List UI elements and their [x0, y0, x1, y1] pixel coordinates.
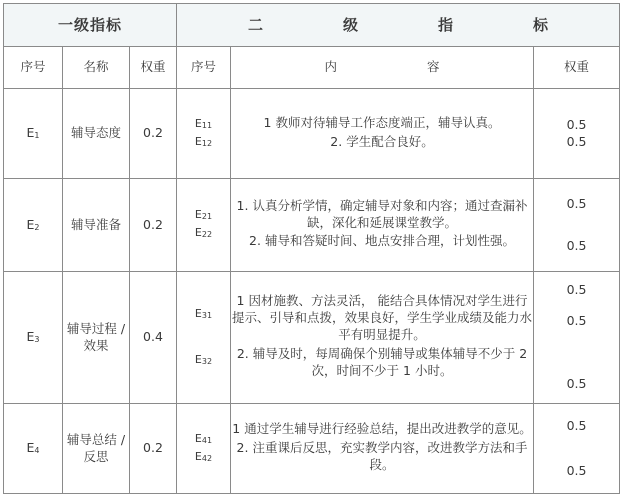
sub-code: $E_{12}$: [194, 134, 213, 148]
col-content: 内 容: [231, 47, 534, 89]
sub-weight: 0.5: [566, 282, 587, 298]
sub-code: $E_{31}$: [194, 306, 213, 320]
content-item: 1 通过学生辅导进行经验总结，提出改进教学的意见。: [232, 421, 532, 437]
content-item: 2. 辅导和答疑时间、地点安排合理，计划性强。: [249, 233, 515, 249]
col-weight: 权重: [130, 47, 177, 89]
sub-code: $E_{11}$: [194, 116, 213, 130]
row-content: [231, 89, 534, 179]
content-item: 1 因材施教、方法灵活， 能结合具体情况对学生进行提示、引导和点拨，效果良好，学生学业成绩及能力水平有明显提升。: [231, 293, 532, 343]
sub-code: $E_{41}$: [194, 431, 213, 445]
row-name: 辅导态度: [63, 89, 130, 179]
table-row: [4, 272, 620, 404]
content-item: 2. 注重课后反思，充实教学内容，改进教学方法和手段。: [236, 440, 528, 472]
sub-weight: 0.5: [566, 237, 587, 253]
table-row: [4, 179, 620, 272]
row-sub-weights: [534, 272, 620, 404]
secondary-indicator-header: 二 级 指 标: [177, 4, 620, 47]
row-sub-codes: [177, 272, 231, 404]
row-name: 辅导准备: [63, 179, 130, 272]
row-content: [231, 179, 534, 272]
col-sub-weight: 权重: [534, 47, 620, 89]
table-row: [4, 89, 620, 179]
row-code: $E_1$: [4, 89, 63, 179]
row-weight: 0.2: [130, 404, 177, 494]
sub-weight: 0.5: [566, 133, 587, 149]
row-name: 辅导过程 / 效果: [63, 272, 130, 404]
table-row: [4, 404, 620, 494]
evaluation-table: [3, 3, 620, 494]
row-sub-weights: [534, 89, 620, 179]
row-content: [231, 404, 534, 494]
row-code: $E_4$: [4, 404, 63, 494]
col-sub-seq: 序号: [177, 47, 231, 89]
sub-weight: 0.5: [566, 462, 587, 478]
row-weight: 0.2: [130, 89, 177, 179]
column-header-row: [4, 47, 620, 89]
col-seq: 序号: [4, 47, 63, 89]
row-sub-codes: [177, 179, 231, 272]
primary-indicator-header: 一级指标: [4, 4, 177, 47]
sub-weight: 0.5: [566, 375, 587, 391]
sub-weight: 0.5: [566, 417, 587, 433]
sub-code: $E_{42}$: [194, 449, 213, 463]
row-content: [231, 272, 534, 404]
sub-code: $E_{21}$: [194, 208, 213, 221]
col-name: 名称: [63, 47, 130, 89]
sub-weight: 0.5: [566, 195, 587, 211]
header-row: [4, 4, 620, 47]
content-item: 2. 学生配合良好。: [330, 133, 434, 149]
content-item: 1 教师对待辅导工作态度端正，辅导认真。: [263, 114, 501, 130]
row-weight: 0.2: [130, 179, 177, 272]
row-sub-codes: [177, 89, 231, 179]
sub-code: $E_{32}$: [194, 352, 213, 366]
row-code: $E_3$: [4, 272, 63, 404]
sub-weight: 0.5: [566, 116, 587, 132]
row-code: $E_2$: [4, 179, 63, 272]
sub-weight: 0.5: [566, 313, 587, 329]
sub-code: $E_{22}$: [194, 226, 213, 239]
row-sub-weights: [534, 179, 620, 272]
row-sub-codes: [177, 404, 231, 494]
content-item: 1. 认真分析学情，确定辅导对象和内容；通过查漏补缺，深化和延展课堂教学。: [236, 197, 528, 230]
row-weight: 0.4: [130, 272, 177, 404]
row-name: 辅导总结 / 反思: [63, 404, 130, 494]
row-sub-weights: [534, 404, 620, 494]
content-item: 2. 辅导及时，每周确保个别辅导或集体辅导不少于 2 次，时间不少于 1 小时。: [236, 345, 528, 378]
